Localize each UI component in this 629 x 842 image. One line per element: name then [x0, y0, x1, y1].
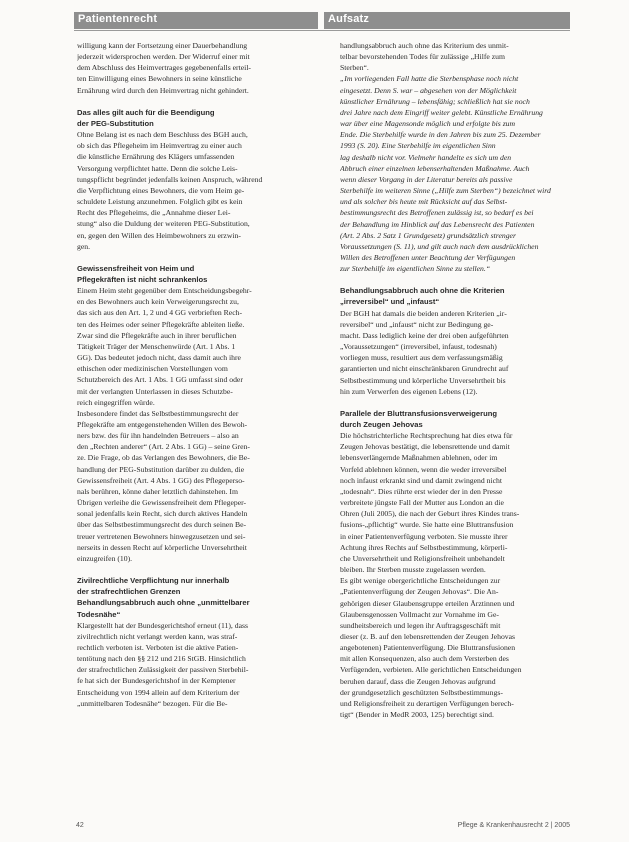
text-line: „Voraussetzungen“ (irreversibel, infaust, todesnah): [340, 342, 497, 352]
text-line: der strafrechtlichen Grenzen: [77, 587, 181, 597]
text-line: handlung der PEG-Substitution darüber zu dulden, die: [77, 464, 245, 474]
text-line: das sich aus den Art. 1, 2 und 4 GG verbrieften Rech-: [77, 308, 243, 318]
text-line: tungspflicht begründet jedenfalls keinen Anspruch, während: [77, 174, 263, 184]
text-line: mit allen Konsequenzen, also auch dem Versterben des: [340, 654, 509, 664]
text-line: nals berühren, könne daher letztlich dahinstehen. Im: [77, 486, 238, 496]
text-line: noch infaust erkrankt sind und damit zwingend nicht: [340, 475, 503, 485]
page-number: 42: [76, 822, 84, 829]
text-line: wenn dieser Vorgang in der Literatur bereits als passive: [340, 174, 513, 184]
text-line: willigung kann der Fortsetzung einer Dauerbehandlung: [77, 41, 248, 50]
text-line: rechtlich verboten ist. Verboten ist die aktive Patien-: [77, 642, 239, 652]
text-line: reversibel“ und „infaust“ nicht zur Bedingung ge-: [340, 319, 494, 329]
text-line: war über eine Magensonde möglich und erfolgte bis zum: [340, 119, 516, 129]
text-line: drei Jahre nach dem Eingriff weiter gelebt. Künstliche Ernährung: [340, 107, 543, 117]
text-line: der PEG-Substitution: [77, 118, 154, 128]
text-line: fusions-„pflichtig“ wurde. Sie hatte eine Bluttransfusion: [340, 520, 514, 530]
text-line: en, gegen den Willen des Heimbewohners zu erzwin-: [77, 230, 241, 240]
text-line: Zwar sind die Pflegekräfte auch in ihrer beruflichen: [77, 330, 237, 340]
text-line: der strafrechtlichen Zulässigkeit der passiven Sterbehil-: [77, 665, 249, 675]
section-title: Patientenrecht: [78, 13, 158, 25]
text-line: Tätigkeit Träger der Menschenwürde (Art. 1 Abs. 1: [77, 341, 236, 351]
text-line: Sterbehilfe im weiteren Sinne („Hilfe zum Sterben“) bezeichnet wird: [340, 186, 551, 196]
text-line: Achtung ihres Rechts auf Selbstbestimmung, körperli-: [340, 542, 508, 552]
text-line: ners bzw. des für ihn handelnden Betreuers – also an: [77, 431, 239, 441]
text-line: einzugreifen (10).: [77, 553, 133, 563]
text-line: und Religionsfreiheit zu derartigen Verfügungen berech-: [340, 698, 514, 708]
text-line: Voraussetzungen (S. 11), und gilt auch nach dem ausdrücklichen: [340, 241, 539, 251]
text-line: vorliegen muss, resultiert aus dem verfassungsmäßig: [340, 353, 503, 363]
text-line: und als solcher bis heute mit Rücksicht auf das Selbst-: [340, 197, 508, 207]
text-line: Ende. Die Sterbehilfe wurde in den Jahren bis zum 25. Dezember: [340, 130, 541, 140]
text-line: stung“ also die Duldung der weiteren PEG-Substitution,: [77, 219, 250, 229]
text-line: Versorgung verpflichtet hatte. Denn die solche Leis-: [77, 163, 238, 173]
text-line: dieser (z. B. auf den lebensrettenden der Zeugen Jehovas: [340, 631, 516, 641]
paragraph-gap: [77, 564, 318, 575]
text-line: den „Rechten anderer“ (Art. 2 Abs. 1 GG) – seine Gren-: [77, 442, 250, 452]
text-line: Schutzbereich des Art. 1 Abs. 1 GG umfasst sind oder: [77, 375, 243, 385]
text-line: Parallele der Bluttransfusionsverweigerung: [340, 408, 497, 418]
text-line: sundheitsbereich und legen ihr Auftragsgeschäft mit: [340, 620, 501, 630]
section-heading: [77, 575, 318, 620]
article-type: Aufsatz: [328, 13, 370, 25]
text-line: ob sich das Pflegeheim im Heimvertrag zu einer auch: [77, 141, 242, 151]
text-line: Pflegekräften ist nicht schrankenlos: [77, 274, 208, 284]
text-line: Es gibt wenige obergerichtliche Entscheidungen zur: [340, 576, 501, 586]
paragraph-gap: [77, 96, 318, 107]
text-line: schuldete Leistung anzunehmen. Folglich gibt es kein: [77, 197, 243, 207]
text-line: in einer Patientenverfügung verboten. Sie musste ihrer: [340, 531, 508, 541]
paragraph: [77, 40, 318, 96]
left-column: [77, 40, 318, 790]
paragraph: [77, 285, 318, 564]
text-line: sonal jedenfalls kein Recht, sich durch aktives Handeln: [77, 509, 248, 519]
text-line: Behandlungsabbruch auch ohne die Kriterien: [340, 286, 505, 296]
text-line: Sterben“.: [340, 63, 369, 73]
text-line: über das Selbstbestimmungsrecht des durch seinen Be-: [77, 520, 247, 530]
text-line: zivilrechtlich nicht verlangt werden kann, was straf-: [77, 631, 238, 641]
section-heading: [340, 408, 581, 430]
text-line: (Art. 2 Abs. 2 Satz 1 Grundgesetz) grundsätzlich strenger: [340, 230, 516, 240]
text-line: Recht des Pflegeheims, die „Annahme dieser Lei-: [77, 208, 231, 218]
text-line: Die höchstrichterliche Rechtsprechung hat dies etwa für: [340, 431, 513, 441]
block-quote: [340, 73, 581, 274]
text-line: „Patientenverfügung der Zeugen Jehovas“. Die An-: [340, 587, 499, 597]
text-line: Ernährung wird durch den Heimvertrag nicht gehindert.: [77, 85, 249, 95]
text-line: treuer vertretenen Bewohners hinwegzusetzen und sei-: [77, 531, 246, 541]
text-line: Gewissensfreiheit von Heim und: [77, 263, 195, 273]
text-line: Zeugen Jehovas bestätigt, die lebensrettende und damit: [340, 442, 510, 452]
text-line: Pflegekräfte am entgegenstehenden Willen des Bewoh-: [77, 420, 248, 429]
text-line: Abbruch einer einzelnen lebenserhaltenden Maßnahme. Auch: [340, 163, 530, 173]
text-line: GG). Das bedeutet jedoch nicht, dass damit auch ihre: [77, 353, 241, 363]
text-line: nerseits in dessen Recht auf körperliche Unversehrtheit: [77, 542, 247, 552]
text-line: ethischen oder medizinischen Vorstellungen vom: [77, 364, 228, 374]
text-line: lebensverlängernde Maßnahmen ablehnen, oder im: [340, 453, 498, 463]
text-line: eingesetzt. Denn S. war – abgesehen von der Möglichkeit: [340, 85, 517, 95]
paragraph: [77, 620, 318, 709]
text-line: Einem Heim steht gegenüber dem Entscheidungsbegehr-: [77, 286, 252, 296]
text-line: en des Bewohners auch kein Verweigerungsrecht zu,: [77, 297, 239, 307]
text-line: ten Einwilligung eines Bewohners in seine künstliche: [77, 74, 242, 84]
text-line: garantierten und nicht einschränkbaren Grundrecht auf: [340, 364, 509, 374]
text-line: Willen des Betroffenen unter Beachtung der Verfügungen: [340, 252, 516, 262]
text-line: der grundgesetzlich geschützten Selbstbestimmungs-: [340, 687, 503, 697]
text-line: lag deshalb nicht vor. Vielmehr handelte es sich um den: [340, 152, 512, 162]
text-line: die künstliche Ernährung des Klägers umfassenden: [77, 152, 235, 162]
text-line: Ohren (Juli 2005), die nach der Geburt ihres Kindes trans-: [340, 509, 520, 519]
text-line: che Unversehrtheit und Religionsfreiheit unbehandelt: [340, 553, 505, 563]
paragraph: [77, 129, 318, 252]
text-line: Klargestellt hat der Bundesgerichtshof erneut (11), dass: [77, 620, 248, 630]
text-line: hin zum Verwerfen des eigenen Lebens (12).: [340, 386, 478, 396]
journal-reference: Pflege & Krankenhausrecht 2 | 2005: [457, 822, 570, 829]
text-line: „unmittelbaren Todesnähe“ bezogen. Für die Be-: [77, 698, 228, 708]
text-line: Der BGH hat damals die beiden anderen Kriterien „ir-: [340, 308, 507, 318]
text-line: tigt“ (Bender in MedR 2003, 125) berechtigt sind.: [340, 710, 494, 720]
text-line: mit der verlangten Unterlassen in dieses Schutzbe-: [77, 386, 233, 396]
section-heading: [77, 263, 318, 285]
paragraph-gap: [340, 274, 581, 285]
text-line: Verfügenden, verbieten. Alle gerichtlichen Entscheidungen: [340, 665, 522, 675]
paragraph-gap: [77, 252, 318, 263]
page-footer: [74, 822, 570, 834]
text-line: ten des Heimes oder seiner Pflegekräfte ableiten ließe.: [77, 319, 245, 329]
text-line: „irreversibel“ und „infaust“: [340, 297, 440, 307]
text-line: reich eingegriffen würde.: [77, 397, 155, 407]
header-rule: [74, 30, 570, 31]
text-line: Entscheidung von 1994 allein auf dem Kriterium der: [77, 687, 240, 697]
text-line: fe hat sich der Bundesgerichtshof in der Kemptener: [77, 676, 236, 686]
text-line: Das alles gilt auch für die Beendigung: [77, 107, 215, 117]
text-line: beruhen darauf, dass die Zeugen Jehovas aufgrund: [340, 676, 496, 686]
text-line: Vorfeld ablehnen können, wenn die weder irreversibel: [340, 464, 507, 474]
text-line: durch Zeugen Jehovas: [340, 420, 423, 429]
paragraph: [340, 308, 581, 397]
text-line: „Im vorliegenden Fall hatte die Sterbensphase noch nicht: [340, 74, 519, 84]
text-line: macht. Dass lediglich keine der drei oben aufgeführten: [340, 330, 509, 340]
text-line: Insbesondere findet das Selbstbestimmungsrecht der: [77, 408, 239, 418]
text-line: Glaubensgenossen Vollmacht zur Vornahme im Ge-: [340, 609, 499, 619]
text-line: Behandlungsabbruch auch ohne „unmittelbarer: [77, 598, 250, 608]
text-line: Übrigen verleihe die Gewissensfreiheit dem Pflegeper-: [77, 498, 247, 508]
text-line: bestimmungsrecht des Betroffenen zulässig ist, so bedarf es bei: [340, 208, 534, 218]
text-line: gen.: [77, 241, 91, 251]
text-line: ze. Die Frage, ob das Verlangen des Bewohners, die Be-: [77, 453, 250, 463]
text-line: Zivilrechtliche Verpflichtung nur innerhalb: [77, 576, 230, 586]
text-line: Todesnähe“: [77, 609, 121, 619]
text-line: dem Abschluss des Heimvertrages gegebenenfalls erteil-: [77, 63, 251, 73]
text-line: telbar bevorstehenden Todes für zulässige „Hilfe zum: [340, 52, 505, 62]
text-line: handlungsabbruch auch ohne das Kriterium des unmit-: [340, 41, 509, 50]
text-line: Selbstbestimmung und körperliche Unversehrtheit bis: [340, 375, 506, 385]
right-column: [340, 40, 581, 790]
text-line: Ohne Belang ist es nach dem Beschluss des BGH auch,: [77, 130, 248, 140]
text-line: bleiben. Ihr Sterben musste zugelassen werden.: [340, 565, 486, 575]
text-line: künstlicher Ernährung – lebensfähig; schließlich hat sie noch: [340, 96, 530, 106]
text-line: zur Sterbehilfe im eigentlichen Sinne zu stellen.“: [340, 264, 491, 274]
text-line: tentötung nach den §§ 212 und 216 StGB. Hinsichtlich: [77, 654, 246, 664]
paragraph: [340, 430, 581, 720]
page-header: [74, 12, 570, 32]
paragraph-gap: [340, 397, 581, 408]
text-line: gehörigen dieser Glaubensgruppe erteilen Ärztinnen und: [340, 598, 515, 608]
text-line: der Behandlung im Hinblick auf das Lebensrecht des Patienten: [340, 219, 535, 229]
text-line: „todesnah“. Dies rührte erst wieder der in den Presse: [340, 486, 503, 496]
text-line: jederzeit widersprochen werden. Der Widerruf einer mit: [77, 52, 250, 62]
text-line: angebotenen) Patientenverfügung. Die Bluttransfusionen: [340, 643, 516, 653]
text-line: 1993 (S. 20). Eine Sterbehilfe im eigentlichen Sinn: [340, 141, 496, 151]
section-heading: [340, 285, 581, 307]
text-line: verbreitete jüngste Fall der Mutter aus London an die: [340, 498, 504, 508]
section-heading: [77, 107, 318, 129]
text-line: die Verpflichtung eines Bewohners, die vom Heim ge-: [77, 185, 245, 195]
paragraph: [340, 40, 581, 73]
text-line: Gewissensfreiheit (Art. 4 Abs. 1 GG) des Pflegeperso-: [77, 475, 245, 485]
